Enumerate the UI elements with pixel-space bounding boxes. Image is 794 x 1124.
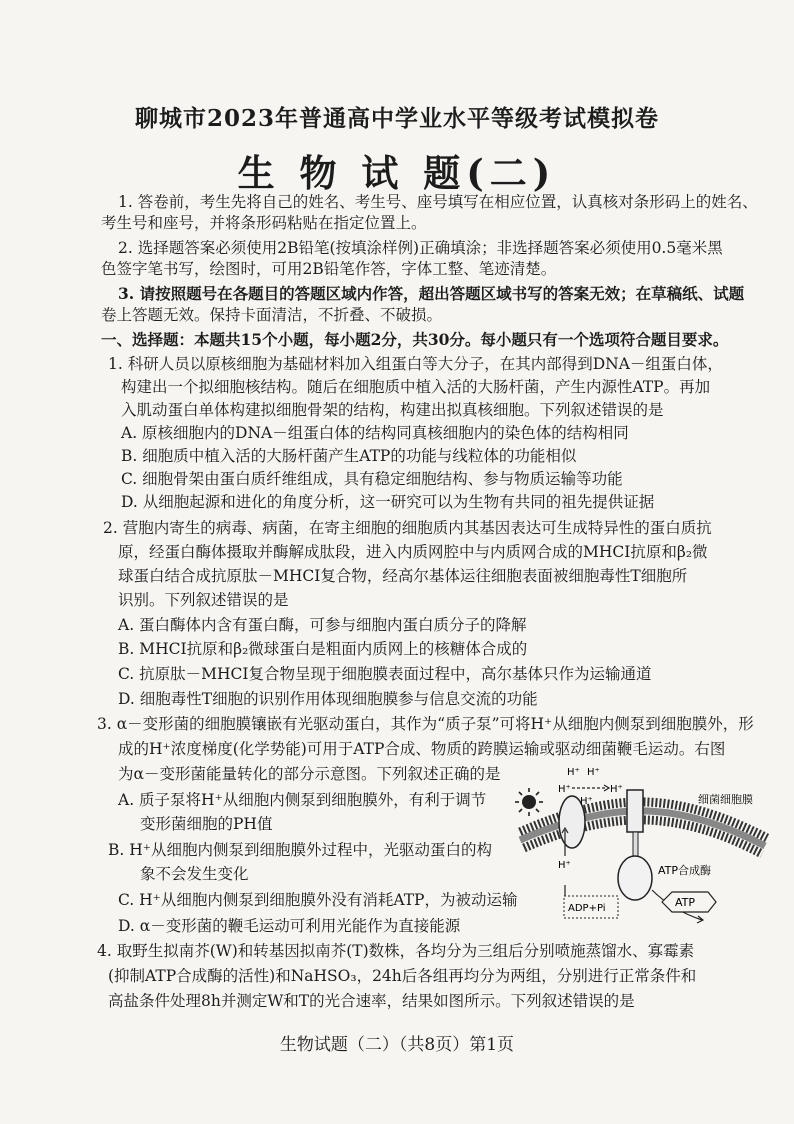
q4-stem-2: (抑制ATP合成酶的活性)和NaHSO₃，24h后各组再均分为两组，分别进行正常条件和 [108, 967, 697, 985]
notice-1a: 1. 答卷前，考生先将自己的姓名、考生号、座号填写在相应位置，认真核对条形码上的姓名、 [118, 193, 758, 211]
q2-stem-4: 识别。下列叙述错误的是 [118, 591, 289, 609]
h-ion-label: H⁺ [558, 860, 571, 871]
exam-subject-title: 生 物 试 题(二) [237, 151, 557, 195]
q2-option-a: A. 蛋白酶体内含有蛋白酶，可参与细胞内蛋白质分子的降解 [118, 616, 527, 634]
q3-option-a-1: A. 质子泵将H⁺从细胞内侧泵到细胞膜外，有利于调节 [118, 791, 487, 809]
svg-text:ATP: ATP [675, 896, 696, 909]
adp-label: ADP+Pi [568, 903, 606, 914]
atp-synthase-label: ATP合成酶 [658, 864, 712, 877]
q2-option-b: B. MHCⅠ抗原和β₂微球蛋白是粗面内质网上的核糖体合成的 [118, 640, 528, 658]
q2-option-d: D. 细胞毒性T细胞的识别作用体现细胞膜参与信息交流的功能 [118, 690, 538, 708]
q1-stem-3: 入肌动蛋白单体构建拟细胞骨架的结构，构建出拟真核细胞。下列叙述错误的是 [121, 401, 664, 419]
membrane-label: 细菌细胞膜 [698, 793, 753, 806]
section-heading: 一、选择题：本题共15个小题，每小题2分，共30分。每小题只有一个选项符合题目要求。 [101, 330, 729, 349]
q1-option-c: C. 细胞骨架由蛋白质纤维组成，具有稳定细胞结构、参与物质运输等功能 [121, 470, 623, 488]
q4-stem-3: 高盐条件处理8h并测定W和T的光合速率，结果如图所示。下列叙述错误的是 [108, 992, 635, 1010]
q4-stem-1: 4. 取野生拟南芥(W)和转基因拟南芥(T)数株，各均分为三组后分别喷施蒸馏水、寡霉素 [97, 942, 695, 960]
h-ion-label: H⁺ [610, 784, 623, 795]
notice-1b: 考生号和座号，并将条形码粘贴在指定位置上。 [101, 214, 427, 232]
q3-option-c: C. H⁺从细胞内侧泵到细胞膜外没有消耗ATP，为被动运输 [118, 891, 518, 909]
h-ion-label: H⁺ [587, 767, 600, 778]
notice-3b: 卷上答题无效。保持卡面清洁，不折叠、不破损。 [101, 306, 443, 324]
proton-pump-diagram [512, 760, 772, 930]
h-ion-label: H⁺ [580, 796, 593, 807]
atp-synthase [618, 790, 652, 900]
q3-stem-3: 为α－变形菌能量转化的部分示意图。下列叙述正确的是 [118, 765, 501, 783]
notice-3a: 3. 请按照题号在各题目的答题区域内作答，超出答题区域书写的答案无效；在草稿纸、试题 [118, 284, 745, 303]
page-footer: 生物试题（二）（共8页）第1页 [279, 1035, 515, 1055]
q1-option-d: D. 从细胞起源和进化的角度分析，这一研究可以为生物有共同的祖先提供证据 [121, 493, 655, 511]
q3-stem-2: 成的H⁺浓度梯度(化学势能)可用于ATP合成、物质的跨膜运输或驱动细菌鞭毛运动。右图 [118, 740, 726, 758]
q1-stem-2: 构建出一个拟细胞核结构。随后在细胞质中植入活的大肠杆菌，产生内源性ATP。再加 [121, 378, 711, 396]
q3-stem-1: 3. α－变形菌的细胞膜镶嵌有光驱动蛋白，其作为“质子泵”可将H⁺从细胞内侧泵到细胞膜外，形 [97, 715, 754, 733]
q2-stem-1: 2. 营胞内寄生的病毒、病菌，在寄主细胞的细胞质内其基因表达可生成特异性的蛋白质抗 [103, 519, 712, 537]
h-ion-label: H⁺ [558, 784, 571, 795]
notice-2a: 2. 选择题答案必须使用2B铅笔(按填涂样例)正确填涂；非选择题答案必须使用0.5毫米黑 [118, 239, 723, 257]
q1-stem-1: 1. 科研人员以原核细胞为基础材料加入组蛋白等大分子，在其内部得到DNA－组蛋白体， [108, 355, 723, 373]
notice-2b: 色签字笔书写，绘图时，可用2B铅笔作答，字体工整、笔迹清楚。 [101, 260, 557, 278]
sun-icon [515, 788, 543, 816]
q1-option-b: B. 细胞质中植入活的大肠杆菌产生ATP的功能与线粒体的功能相似 [121, 447, 577, 465]
q3-option-d: D. α－变形菌的鞭毛运动可利用光能作为直接能源 [118, 917, 461, 935]
q2-option-c: C. 抗原肽－MHCⅠ复合物呈现于细胞膜表面过程中，高尔基体只作为运输通道 [118, 665, 652, 683]
q2-stem-2: 原，经蛋白酶体摄取并酶解成肽段，进入内质网腔中与内质网合成的MHCⅠ抗原和β₂微 [118, 543, 708, 561]
q3-option-b-1: B. H⁺从细胞内侧泵到细胞膜外过程中，光驱动蛋白的构 [108, 841, 492, 859]
q1-option-a: A. 原核细胞内的DNA－组蛋白体的结构同真核细胞内的染色体的结构相同 [121, 424, 629, 442]
q3-option-b-2: 象不会发生变化 [140, 865, 249, 883]
q2-stem-3: 球蛋白结合成抗原肽－MHCⅠ复合物，经高尔基体运往细胞表面被细胞毒性T细胞所 [118, 567, 688, 585]
h-ion-label: H⁺ [567, 767, 580, 778]
atp-badge [662, 892, 716, 912]
q3-option-a-2: 变形菌细胞的PH值 [140, 815, 273, 833]
exam-title: 聊城市2023年普通高中学业水平等级考试模拟卷 [134, 105, 659, 132]
